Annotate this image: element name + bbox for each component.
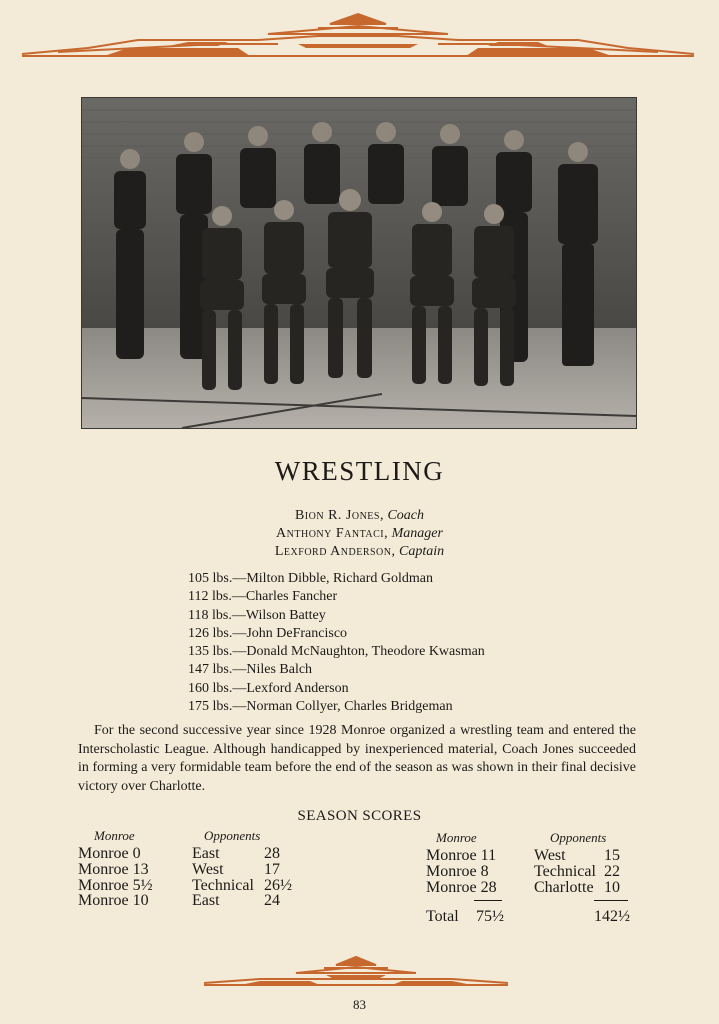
column-header-monroe: Monroe: [94, 828, 135, 843]
weight-class-row: 160 lbs.—Lexford Anderson: [188, 680, 349, 696]
monroe-score: Monroe 8: [426, 863, 489, 880]
total-rule-opponents: [594, 900, 628, 901]
column-header-opponents: Opponents: [204, 828, 261, 843]
weight-class-row: 126 lbs.—John DeFrancisco: [188, 625, 348, 641]
column-header-monroe: Monroe: [436, 830, 477, 845]
opponent-score: 24: [264, 892, 280, 909]
staff-coach: [0, 507, 719, 525]
staff-coach-name: Bion R. Jones,: [294, 508, 384, 523]
monroe-score: Monroe 11: [426, 847, 497, 864]
opponent-score: 28: [264, 845, 280, 862]
opponent-score: 22: [604, 863, 620, 880]
weight-class-row: 135 lbs.—Donald McNaughton, Theodore Kwasman: [188, 644, 485, 660]
monroe-score: Monroe 5½: [78, 877, 153, 894]
top-ornament: [18, 10, 698, 66]
monroe-score: Monroe 10: [78, 892, 149, 909]
weight-class-row: 105 lbs.—Milton Dibble, Richard Goldman: [188, 571, 433, 586]
staff-coach-role: Coach: [387, 508, 425, 523]
opponent-name: West: [192, 861, 224, 878]
opponent-score: 26½: [264, 877, 292, 894]
opponent-name: Charlotte: [534, 879, 594, 896]
monroe-score: Monroe 0: [78, 845, 141, 862]
bottom-ornament: [200, 955, 512, 989]
opponent-score: 10: [604, 879, 620, 896]
opponent-name: Technical: [192, 877, 254, 894]
column-header-opponents: Opponents: [550, 830, 607, 845]
opponent-name: East: [192, 892, 220, 909]
season-summary-paragraph: For the second successive year since 1928 Monroe organized a wrestling team and entered the Interscholastic League. Although handicapped by inexperienced material, Coach Jones succeeded in forming a very formidable team before the end of the season as was shown in their final decisive victory over Charlotte.: [78, 723, 636, 794]
staff-manager: [0, 525, 719, 543]
monroe-score: Monroe 28: [426, 879, 497, 896]
weight-class-row: 147 lbs.—Niles Balch: [188, 662, 313, 678]
staff-captain-role: Captain: [399, 544, 445, 559]
total-opponents: 142½: [594, 908, 630, 925]
opponent-name: East: [192, 845, 220, 862]
opponent-name: West: [534, 847, 566, 864]
page-number: 83: [353, 997, 366, 1012]
total-monroe: 75½: [476, 908, 504, 925]
opponent-score: 15: [604, 847, 620, 864]
staff-captain-name: Lexford Anderson,: [274, 544, 396, 559]
monroe-score: Monroe 13: [78, 861, 149, 878]
team-photo: [82, 98, 636, 428]
weight-class-row: 118 lbs.—Wilson Battey: [188, 607, 326, 623]
season-scores-heading: SEASON SCORES: [297, 808, 422, 824]
weight-class-row: 112 lbs.—Charles Fancher: [188, 589, 338, 605]
total-rule-monroe: [474, 900, 502, 901]
opponent-name: Technical: [534, 863, 596, 880]
weight-class-list: [188, 570, 608, 716]
weight-class-row: 175 lbs.—Norman Collyer, Charles Bridgeman: [188, 699, 453, 715]
total-label: Total: [426, 908, 459, 925]
staff-manager-name: Anthony Fantaci,: [276, 526, 389, 541]
staff-manager-role: Manager: [391, 526, 443, 541]
staff-captain: [0, 543, 719, 561]
opponent-score: 17: [264, 861, 280, 878]
page-title: WRESTLING: [274, 456, 445, 486]
